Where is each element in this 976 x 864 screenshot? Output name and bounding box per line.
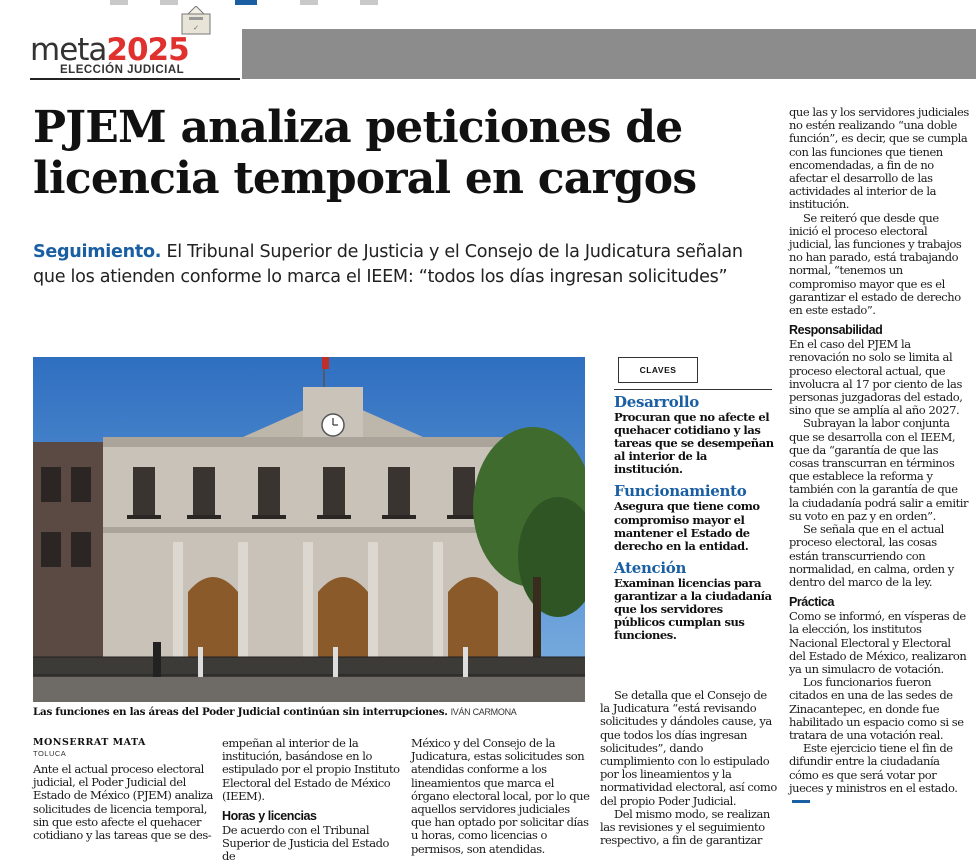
deck: [33, 240, 778, 290]
claves-label: CLAVES: [618, 357, 698, 383]
byline-author: MONSERRAT MATA: [33, 737, 146, 748]
clave-text: Examinan licencias para garantizar a la ciudadanía que los servidores públicos cumplan sus funciones.: [614, 575, 772, 643]
body-paragraph: Se señala que en el actual proceso electoral, las cosas están transcurriendo con normalidad, en calma, orden y dentro del marco de la ley.: [789, 522, 954, 589]
logo-rule: [30, 78, 240, 80]
clave-title: Atención: [614, 558, 687, 577]
deck-text: El Tribunal Superior de Justicia y el Consejo de la Judicatura señalan que los atienden conforme lo marca el IEEM: “todos los días ingresan solicitudes”: [33, 242, 743, 287]
body-column-3: [411, 737, 591, 856]
subhead-responsabilidad: Responsabilidad: [789, 323, 883, 338]
top-strip-mark: [160, 0, 178, 5]
clave-text: Procuran que no afecte el quehacer cotidiano y las tareas que se desempeñan al interior de la institución.: [614, 410, 774, 477]
header-band: [242, 29, 976, 79]
top-strip-mark: [300, 0, 318, 5]
body-paragraph: México y del Consejo de la Judicatura, estas solicitudes son atendidas conforme a los lineamientos que marca el órgano electoral local, por lo que aquellos servidores judiciales que han optado por solicitar días u horas, como licencias o permisos, son atendidas.: [411, 736, 590, 856]
body-paragraph: Se detalla que el Consejo de la Judicatura “está revisando solicitudes y dándoles cause, ya que todos los días ingresan solicitudes”, dando cumplimiento con lo estipulado por los lineamientos y la normatividad electoral, así como del propio Poder Judicial.: [600, 688, 777, 808]
body-column-1: [33, 763, 213, 842]
body-paragraph: De acuerdo con el Tribunal Superior de Justicia del Estado de: [222, 823, 389, 864]
claves-rule: [614, 389, 772, 390]
body-column-5: [789, 106, 969, 808]
body-paragraph: Subrayan la labor conjunta que se desarrolla con el IEEM, que da “garantía de que las cosas transcurran en términos que establece la reforma y también con la garantía de que la ciudadanía podrá salir a emitir su voto en paz y en orden”.: [789, 416, 969, 523]
clave-text: Asegura que tiene como compromiso mayor el mantener el Estado de derecho en la entidad.: [614, 499, 760, 553]
courthouse-photo: [33, 357, 585, 702]
body-paragraph: Se reiteró que desde que inició el proceso electoral judicial, las funciones y trabajos no han parado, está trabajando normal, “tenemos un compromiso mayor que es el garantizar el estado de derecho en este estado”.: [789, 210, 962, 318]
top-strip-mark: [235, 0, 257, 5]
deck-kicker: Seguimiento.: [33, 242, 162, 262]
brand-year: 2025: [106, 32, 189, 68]
top-strip-mark: [360, 0, 378, 5]
body-paragraph: Ante el actual proceso electoral judicial, el Poder Judicial del Estado de México (PJEM) analiza solicitudes de licencia temporal, sin que esto afecte el quehacer cotidiano y las tareas que se des-: [33, 762, 213, 843]
subhead-practica: Práctica: [789, 595, 835, 610]
svg-text:✓: ✓: [193, 24, 199, 32]
end-mark-icon: [792, 800, 810, 803]
body-column-2: [222, 737, 402, 864]
top-strip: [0, 0, 976, 6]
clave-title: Desarrollo: [614, 393, 699, 411]
headline: PJEM analiza peticiones de licencia temporal en cargos: [33, 102, 697, 204]
claves-list: [614, 393, 776, 648]
section-name: ELECCIÓN JUDICIAL: [60, 64, 185, 76]
byline-place: TOLUCA: [33, 749, 67, 758]
clave-title: Funcionamiento: [614, 482, 747, 501]
body-paragraph: Los funcionarios fueron citados en una de las sedes de Zinacantepec, en donde fue habilitado un espacio como si se tratara de una votación real.: [789, 675, 964, 742]
body-paragraph: que las y los servidores judiciales no estén realizando “una doble función”, es decir, que se cumpla con las funciones que tienen encomendadas, a fin de no afectar el desarrollo de las actividades al interior de la institución.: [789, 105, 969, 212]
top-strip-mark: [110, 0, 128, 5]
body-paragraph: Como se informó, en vísperas de la elección, los institutos Nacional Electoral y Electoral del Estado de México, realizaron ya un simulacro de votación.: [789, 609, 967, 676]
subhead-horas-licencias: Horas y licencias: [222, 809, 317, 824]
body-paragraph: Del mismo modo, se realizan las revisiones y el seguimiento respectivo, a fin de garantizar: [600, 806, 770, 848]
body-column-4: [600, 689, 778, 847]
body-paragraph-text: Este ejercicio tiene el fin de difundir entre la ciudadanía cómo es que será votar por jueces y ministros en el estado.: [789, 741, 958, 795]
brand-wordmark: [30, 32, 189, 68]
body-paragraph: [789, 742, 969, 808]
section-logo: [30, 24, 240, 80]
photo-credit: IVÁN CARMONA: [450, 707, 517, 717]
body-paragraph: empeñan al interior de la institución, basándose en lo estipulado por el propio Instituto Electoral del Estado de México (IEEM).: [222, 736, 400, 803]
body-paragraph: En el caso del PJEM la renovación no solo se limita al proceso electoral actual, que involucra al 17 por ciento de las personas juzgadoras del estado, sino que se amplía al año 2027.: [789, 337, 963, 418]
brand-name-a: meta: [30, 32, 107, 68]
photo-caption: [33, 706, 593, 718]
caption-text: Las funciones en las áreas del Poder Judicial continúan sin interrupciones.: [33, 706, 448, 718]
